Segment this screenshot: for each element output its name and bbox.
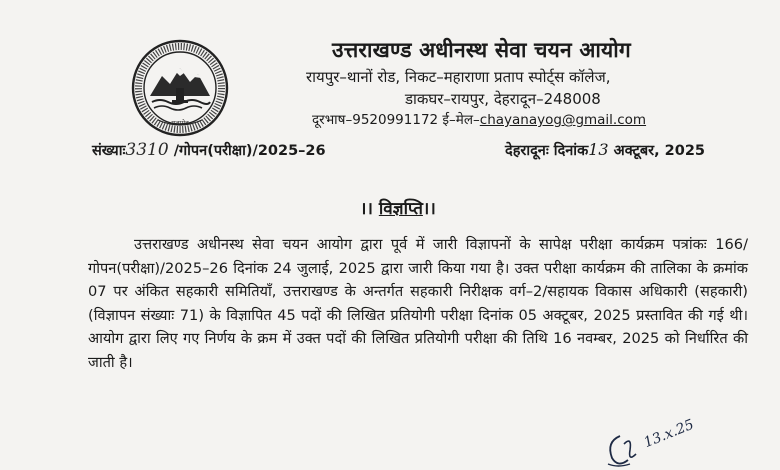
issue-date bbox=[505, 140, 705, 160]
svg-text:सत्यमेव: सत्यमेव bbox=[171, 119, 189, 127]
date-suffix: अक्टूबर, 2025 bbox=[608, 143, 706, 159]
address-line-2: डाकघर–रायपुर, देहरादून–248008 bbox=[405, 90, 601, 108]
svg-text:13.x.25: 13.x.25 bbox=[641, 416, 697, 452]
reference-number bbox=[92, 140, 326, 160]
email-label: ई–मेल– bbox=[442, 112, 480, 128]
organization-name: उत्तराखण्ड अधीनस्थ सेवा चयन आयोग bbox=[332, 38, 631, 62]
date-prefix: देहरादूनः दिनांक bbox=[505, 143, 589, 159]
heading-left-marks: ।। bbox=[360, 199, 379, 219]
reference-prefix: संख्याः bbox=[92, 143, 126, 159]
notice-title: विज्ञप्ति bbox=[378, 199, 423, 219]
notice-heading bbox=[360, 196, 436, 219]
notice-body-paragraph: उत्तराखण्ड अधीनस्थ सेवा चयन आयोग द्वारा पूर्व में जारी विज्ञापनों के सापेक्ष परीक्षा कार्यक्रम पत्रांकः 166/गोपन(परीक्षा)/2025–26 दिनांक 24 जुलाई, 2025 द्वारा जारी किया गया है। उक्त परीक्षा कार्यक्रम की तालिका के क्रमांक 07 पर अंकित सहकारी समितियाँ, उत्तराखण्ड के अन्तर्गत सहकारी निरीक्षक वर्ग–2/सहायक विकास अधिकारी (सहकारी) (विज्ञापन संख्याः 71) के विज्ञापित 45 पदों की लिखित प्रतियोगी परीक्षा दिनांक 05 अक्टूबर, 2025 प्रस्तावित की गई थी। आयोग द्वारा लिए गए निर्णय के क्रम में उक्त पदों की लिखित प्रतियोगी परीक्षा की तिथि 16 नवम्बर, 2025 को निर्धारित की जाती है। bbox=[88, 236, 748, 371]
heading-right-marks: ।। bbox=[422, 199, 436, 219]
address-line-1: रायपुर–थानों रोड, निकट–महाराणा प्रताप स्पोर्ट्स कॉलेज, bbox=[306, 68, 611, 86]
reference-handwritten-number: 3310 bbox=[125, 140, 169, 160]
handwritten-signature bbox=[598, 414, 708, 470]
commission-emblem-icon bbox=[130, 38, 230, 138]
email-address[interactable]: chayanayog@gmail.com bbox=[479, 112, 647, 128]
phone-number: दूरभाष–9520991172 bbox=[312, 112, 439, 128]
reference-suffix: /गोपन(परीक्षा)/2025–26 bbox=[168, 143, 326, 159]
contact-line bbox=[312, 110, 646, 128]
date-day: 13 bbox=[588, 140, 609, 159]
